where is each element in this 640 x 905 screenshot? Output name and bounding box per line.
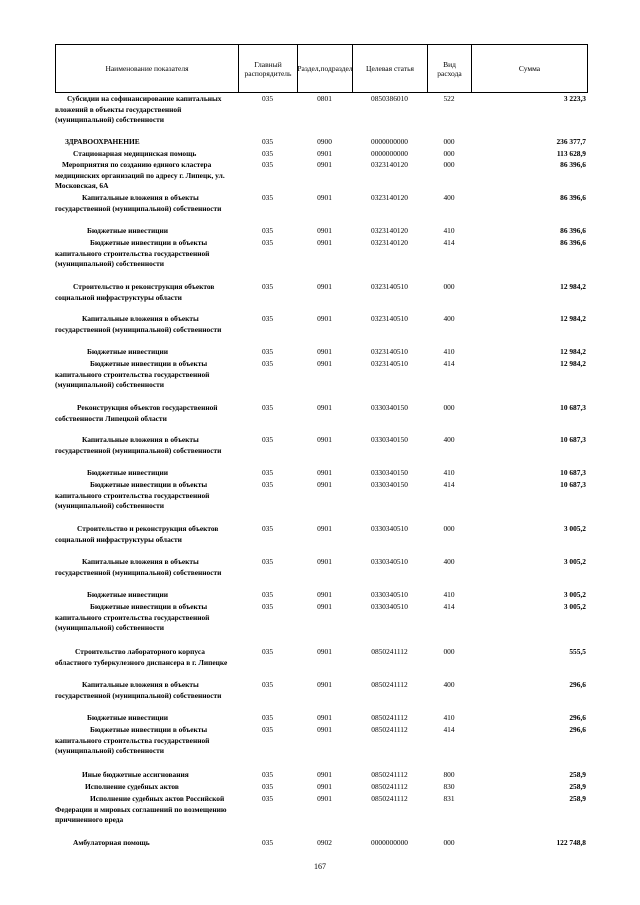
row-expense-type: 522 — [443, 94, 455, 103]
row-chief-administrator: 035 — [261, 602, 274, 611]
row-sum: 296,6 — [569, 713, 586, 722]
row-expense-type: 000 — [443, 838, 455, 847]
row-target-article: 0000000000 — [371, 137, 408, 146]
row-target-article: 0330340510 — [371, 590, 408, 599]
row-section: 0901 — [317, 557, 332, 566]
row-expense-type: 400 — [443, 557, 455, 566]
row-expense-type: 410 — [443, 468, 455, 477]
row-chief-administrator: 035 — [261, 160, 274, 169]
row-chief-administrator: 035 — [261, 282, 274, 291]
row-sum: 86 396,6 — [560, 238, 586, 247]
row-name: Капитальные вложения в объекты государственной (муниципальной) собственности — [55, 193, 222, 213]
row-target-article: 0850241112 — [371, 680, 408, 689]
row-target-article: 0330340150 — [371, 468, 408, 477]
row-sum: 3 005,2 — [563, 557, 586, 566]
row-section: 0900 — [317, 137, 332, 146]
row-sum: 258,9 — [569, 794, 586, 803]
row-chief-administrator: 035 — [261, 403, 274, 412]
row-target-article: 0330340150 — [371, 403, 408, 412]
row-expense-type: 400 — [443, 193, 455, 202]
row-chief-administrator: 035 — [261, 480, 274, 489]
row-chief-administrator: 035 — [261, 713, 274, 722]
row-expense-type: 000 — [443, 160, 455, 169]
row-chief-administrator: 035 — [261, 435, 274, 444]
row-chief-administrator: 035 — [261, 468, 274, 477]
row-section: 0901 — [317, 160, 332, 169]
row-expense-type: 400 — [443, 435, 455, 444]
row-name: Бюджетные инвестиции — [87, 590, 169, 599]
table-row — [55, 838, 588, 882]
row-target-article: 0323140510 — [371, 359, 408, 368]
row-target-article: 0330340510 — [371, 524, 408, 533]
row-target-article: 0323140510 — [371, 314, 408, 323]
row-sum: 12 984,2 — [560, 314, 586, 323]
row-target-article: 0850386010 — [371, 94, 408, 103]
row-sum: 258,9 — [569, 770, 586, 779]
row-target-article: 0323140510 — [371, 347, 408, 356]
row-expense-type: 000 — [443, 524, 455, 533]
row-name: Капитальные вложения в объекты государственной (муниципальной) собственности — [55, 435, 222, 455]
table-row — [55, 94, 588, 138]
row-chief-administrator: 035 — [261, 725, 274, 734]
row-chief-administrator: 035 — [261, 680, 274, 689]
table-row — [55, 725, 588, 769]
row-chief-administrator: 035 — [261, 314, 274, 323]
row-target-article: 0850241112 — [371, 782, 408, 791]
row-section: 0801 — [317, 94, 332, 103]
row-expense-type: 410 — [443, 713, 455, 722]
row-target-article: 0000000000 — [371, 838, 408, 847]
row-sum: 10 687,3 — [560, 403, 586, 412]
row-expense-type: 831 — [443, 794, 455, 803]
row-name: Строительство лабораторного корпуса областного туберкулезного диспансера в г. Липецке — [55, 647, 228, 667]
row-target-article: 0850241112 — [371, 647, 408, 656]
row-sum: 555,5 — [569, 647, 586, 656]
row-section: 0901 — [317, 193, 332, 202]
row-sum: 12 984,2 — [560, 347, 586, 356]
row-expense-type: 414 — [443, 480, 455, 489]
row-section: 0901 — [317, 725, 332, 734]
row-expense-type: 000 — [443, 403, 455, 412]
header-target-article: Целевая статья — [353, 45, 428, 92]
row-chief-administrator: 035 — [261, 794, 274, 803]
row-section: 0901 — [317, 524, 332, 533]
row-sum: 12 984,2 — [560, 282, 586, 291]
row-chief-administrator: 035 — [261, 94, 274, 103]
row-section: 0901 — [317, 782, 332, 791]
row-name: Исполнение судебных актов Российской Федерации и мировых соглашений по возмещению причиненного вреда — [55, 794, 227, 825]
row-expense-type: 000 — [443, 137, 455, 146]
row-target-article: 0850241112 — [371, 713, 408, 722]
row-chief-administrator: 035 — [261, 647, 274, 656]
row-sum: 12 984,2 — [560, 359, 586, 368]
row-chief-administrator: 035 — [261, 557, 274, 566]
row-chief-administrator: 035 — [261, 238, 274, 247]
row-name: Бюджетные инвестиции в объекты капитального строительства государственной (муниципальной) собственности — [55, 238, 210, 269]
row-expense-type: 000 — [443, 282, 455, 291]
row-expense-type: 410 — [443, 347, 455, 356]
row-sum: 10 687,3 — [560, 468, 586, 477]
row-sum: 3 005,2 — [563, 602, 586, 611]
row-name: Субсидии на софинансирование капитальных вложений в объекты государственной (муниципальной) собственности — [55, 94, 222, 125]
row-sum: 86 396,6 — [560, 160, 586, 169]
row-name: Строительство и реконструкция объектов социальной инфраструктуры области — [55, 282, 215, 302]
row-target-article: 0850241112 — [371, 725, 408, 734]
row-name: Капитальные вложения в объекты государственной (муниципальной) собственности — [55, 314, 222, 334]
row-target-article: 0330340150 — [371, 435, 408, 444]
row-sum: 3 005,2 — [563, 524, 586, 533]
row-name: Бюджетные инвестиции — [87, 468, 169, 477]
row-sum: 86 396,6 — [560, 193, 586, 202]
row-target-article: 0850241112 — [371, 794, 408, 803]
header-sum: Сумма — [518, 64, 541, 73]
row-chief-administrator: 035 — [261, 226, 274, 235]
table-row — [55, 602, 588, 646]
row-sum: 86 396,6 — [560, 226, 586, 235]
row-name: Исполнение судебных актов — [85, 782, 179, 791]
row-sum: 258,9 — [569, 782, 586, 791]
row-sum: 10 687,3 — [560, 435, 586, 444]
row-section: 0901 — [317, 770, 332, 779]
row-section: 0901 — [317, 680, 332, 689]
row-target-article: 0330340150 — [371, 480, 408, 489]
row-chief-administrator: 035 — [261, 838, 274, 847]
row-target-article: 0000000000 — [371, 149, 408, 158]
row-section: 0901 — [317, 149, 332, 158]
row-target-article: 0323140120 — [371, 193, 408, 202]
table-row — [55, 238, 588, 282]
row-expense-type: 414 — [443, 725, 455, 734]
row-section: 0901 — [317, 226, 332, 235]
row-section: 0901 — [317, 403, 332, 412]
row-name: Бюджетные инвестиции — [87, 226, 169, 235]
row-name: Стационарная медицинская помощь — [73, 149, 197, 158]
row-target-article: 0850241112 — [371, 770, 408, 779]
row-section: 0901 — [317, 347, 332, 356]
row-target-article: 0330340510 — [371, 557, 408, 566]
row-chief-administrator: 035 — [261, 359, 274, 368]
row-expense-type: 414 — [443, 602, 455, 611]
row-chief-administrator: 035 — [261, 193, 274, 202]
row-name: Бюджетные инвестиции — [87, 713, 169, 722]
header-chief-administrator: Главный распорядитель — [239, 45, 298, 92]
row-sum: 113 628,9 — [556, 149, 586, 158]
row-sum: 296,6 — [569, 725, 586, 734]
row-chief-administrator: 035 — [261, 137, 274, 146]
row-section: 0901 — [317, 282, 332, 291]
row-name: Бюджетные инвестиции в объекты капитального строительства государственной (муниципальной) собственности — [55, 602, 210, 633]
row-name: Бюджетные инвестиции в объекты капитального строительства государственной (муниципальной) собственности — [55, 480, 210, 511]
row-name: Амбулаторная помощь — [73, 838, 150, 847]
row-expense-type: 400 — [443, 314, 455, 323]
row-target-article: 0323140120 — [371, 238, 408, 247]
row-name: Иные бюджетные ассигнования — [82, 770, 189, 779]
row-section: 0901 — [317, 647, 332, 656]
row-sum: 122 748,8 — [556, 838, 586, 847]
row-chief-administrator: 035 — [261, 590, 274, 599]
table-row — [55, 480, 588, 524]
row-chief-administrator: 035 — [261, 149, 274, 158]
row-section: 0902 — [317, 838, 332, 847]
row-name: Капитальные вложения в объекты государственной (муниципальной) собственности — [55, 557, 222, 577]
row-section: 0901 — [317, 602, 332, 611]
header-section: Раздел,подраздел — [298, 45, 353, 92]
row-section: 0901 — [317, 359, 332, 368]
row-sum: 3 223,3 — [563, 94, 586, 103]
row-expense-type: 400 — [443, 680, 455, 689]
row-name: Строительство и реконструкция объектов социальной инфраструктуры области — [55, 524, 219, 544]
row-expense-type: 800 — [443, 770, 455, 779]
row-expense-type: 414 — [443, 359, 455, 368]
row-expense-type: 410 — [443, 226, 455, 235]
row-expense-type: 000 — [443, 647, 455, 656]
row-section: 0901 — [317, 590, 332, 599]
header-name: Наименование показателя — [56, 45, 239, 92]
row-chief-administrator: 035 — [261, 347, 274, 356]
row-target-article: 0323140120 — [371, 226, 408, 235]
row-chief-administrator: 035 — [261, 782, 274, 791]
row-section: 0901 — [317, 314, 332, 323]
row-name: Бюджетные инвестиции в объекты капитального строительства государственной (муниципальной) собственности — [55, 725, 210, 756]
row-chief-administrator: 035 — [261, 770, 274, 779]
row-name: Реконструкция объектов государственной собственности Липецкой области — [55, 403, 218, 423]
row-expense-type: 414 — [443, 238, 455, 247]
row-section: 0901 — [317, 468, 332, 477]
row-target-article: 0323140120 — [371, 160, 408, 169]
row-section: 0901 — [317, 713, 332, 722]
row-section: 0901 — [317, 435, 332, 444]
row-expense-type: 830 — [443, 782, 455, 791]
row-sum: 10 687,3 — [560, 480, 586, 489]
row-target-article: 0323140510 — [371, 282, 408, 291]
row-chief-administrator: 035 — [261, 524, 274, 533]
row-name: Мероприятия по созданию единого кластера медицинских организаций по адресу г. Липецк, ул. Московская, 6А — [55, 160, 225, 191]
row-section: 0901 — [317, 794, 332, 803]
header-expense-type: Вид расхода — [428, 45, 472, 92]
table-row — [55, 359, 588, 403]
row-section: 0901 — [317, 238, 332, 247]
row-target-article: 0330340510 — [371, 602, 408, 611]
row-expense-type: 000 — [443, 149, 455, 158]
row-name: Бюджетные инвестиции — [87, 347, 169, 356]
row-name: Капитальные вложения в объекты государственной (муниципальной) собственности — [55, 680, 222, 700]
row-sum: 3 005,2 — [563, 590, 586, 599]
row-expense-type: 410 — [443, 590, 455, 599]
table-row — [55, 794, 588, 838]
row-name: ЗДРАВООХРАНЕНИЕ — [65, 137, 140, 146]
row-sum: 236 377,7 — [556, 137, 586, 146]
row-sum: 296,6 — [569, 680, 586, 689]
row-name: Бюджетные инвестиции в объекты капитального строительства государственной (муниципальной) собственности — [55, 359, 210, 390]
row-section: 0901 — [317, 480, 332, 489]
page-number: 167 — [314, 862, 326, 871]
